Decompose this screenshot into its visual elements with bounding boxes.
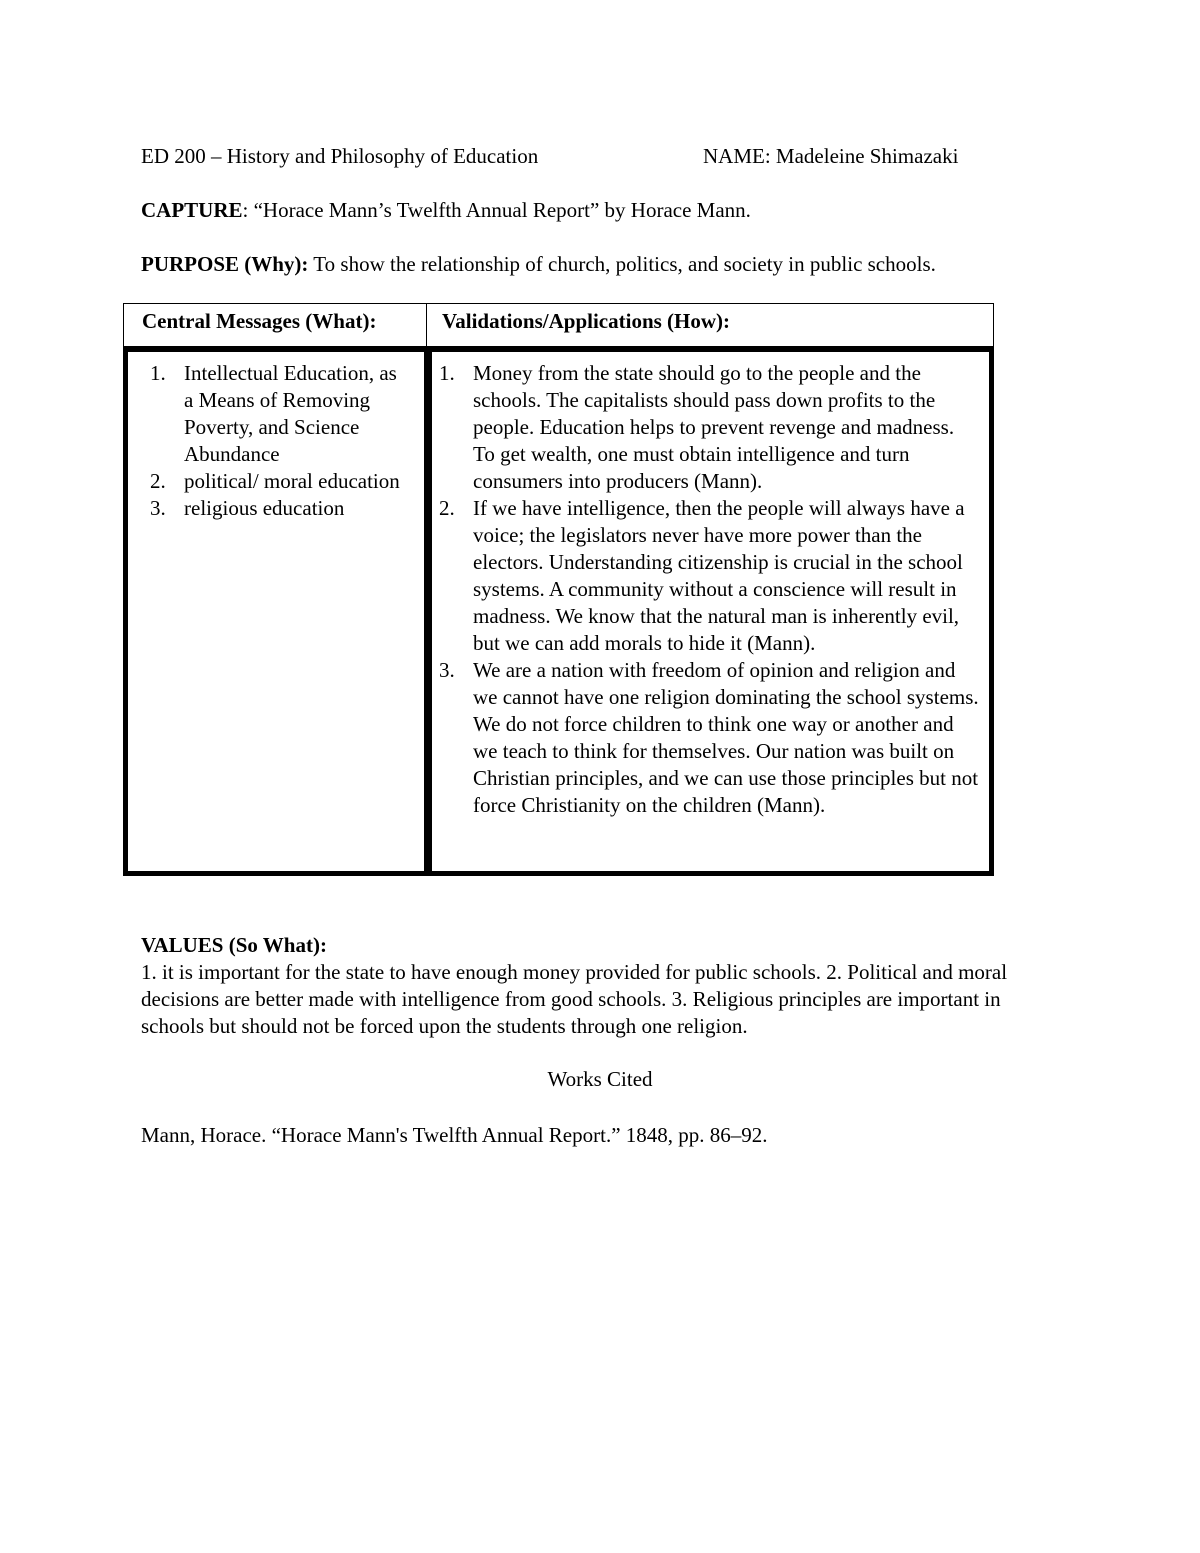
purpose-label: PURPOSE (Why): — [141, 252, 309, 276]
course-title: ED 200 – History and Philosophy of Education — [141, 144, 539, 168]
header-central-messages: Central Messages (What): — [142, 309, 377, 333]
purpose-line — [141, 251, 936, 278]
validations-list — [439, 360, 979, 819]
list-item: 3. We are a nation with freedom of opinion and religion and we cannot have one religion dominating the school systems. We do not force children to think one way or another and we teach to think for themselves. Our nation was built on Christian principles, and we can use those principles but not force Christianity on the children (Mann). — [439, 658, 979, 817]
values-heading: VALUES (So What): — [141, 933, 327, 957]
list-item: 2. political/ moral education — [150, 469, 400, 493]
purpose-text: To show the relationship of church, politics, and society in public schools. — [313, 252, 936, 276]
messages-table — [123, 303, 994, 874]
central-messages-list — [150, 360, 410, 522]
name-label: NAME: — [703, 144, 771, 168]
name-value: Madeleine Shimazaki — [775, 144, 959, 168]
list-item: 1. Money from the state should go to the people and the schools. The capitalists should pass down profits to the people. Education helps to prevent revenge and madness. To get wealth, one must obtain intelligence and turn consumers into producers (Mann). — [439, 361, 955, 493]
capture-line — [141, 197, 751, 224]
list-item: 3. religious education — [150, 496, 345, 520]
works-cited-title: Works Cited — [547, 1067, 653, 1091]
table-body — [123, 347, 994, 876]
header-validations: Validations/Applications (How): — [442, 309, 731, 333]
table-header-row — [123, 303, 994, 347]
capture-text: : “Horace Mann’s Twelfth Annual Report” by Horace Mann. — [242, 198, 751, 222]
student-name — [703, 143, 958, 170]
header-divider — [426, 304, 427, 346]
list-item: 2. If we have intelligence, then the people will always have a voice; the legislators never have more power than the electors. Understanding citizenship is crucial in the school systems. A community without a conscience will result in madness. We know that the natural man is inherently evil, but we can add morals to hide it (Mann). — [439, 496, 965, 655]
list-item: 1. Intellectual Education, as a Means of Removing Poverty, and Science Abundance — [150, 361, 397, 466]
values-text: 1. it is important for the state to have enough money provided for public schools. 2. Political and moral decisions are better made with intelligence from good schools. 3. Religious principles are important in schools but should not be forced upon the students through one religion. — [141, 960, 1008, 1038]
capture-label: CAPTURE — [141, 198, 243, 222]
citation: Mann, Horace. “Horace Mann's Twelfth Annual Report.” 1848, pp. 86–92. — [141, 1123, 768, 1147]
body-divider — [424, 352, 432, 871]
